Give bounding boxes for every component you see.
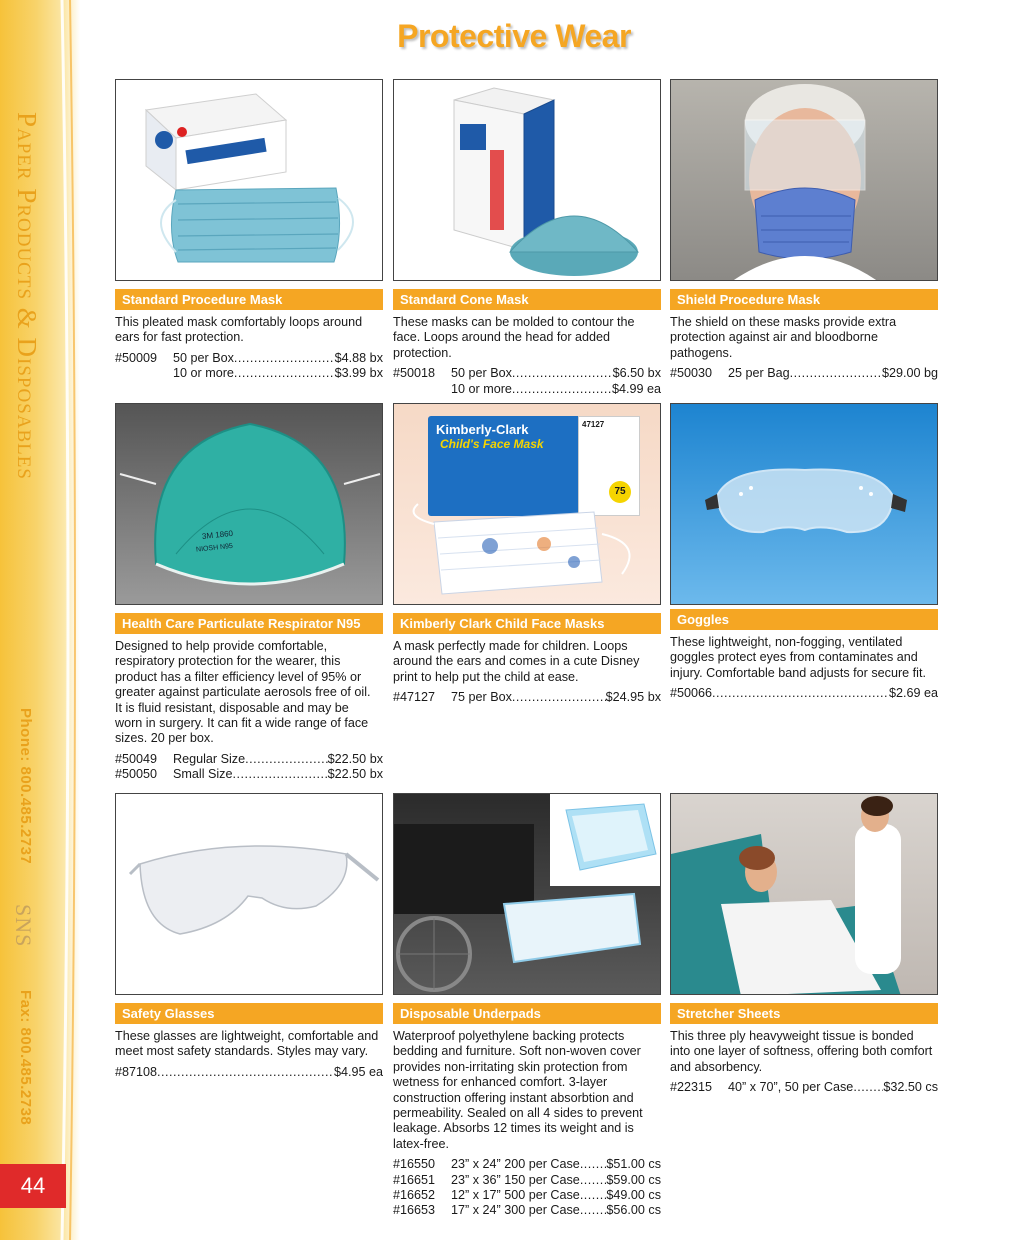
- leader-dots: [157, 1065, 334, 1080]
- kc-count-badge: 75: [609, 481, 631, 503]
- price-list: [670, 686, 938, 701]
- product-n95-respirator: [115, 403, 383, 783]
- item-price: $6.50 bx: [612, 366, 661, 381]
- leader-dots: [234, 351, 335, 366]
- product-description: These masks can be molded to contour the face. Loops around the head for added protection.: [393, 315, 635, 360]
- shield-mask-photo: [671, 80, 938, 281]
- item-code: #50018: [393, 366, 436, 381]
- svg-text:3M 1860: 3M 1860: [201, 528, 234, 542]
- kc-product-label: Child's Face Mask: [440, 437, 544, 451]
- product-standard-cone-mask: [393, 79, 661, 397]
- item-code: #16652: [393, 1188, 436, 1203]
- item-price: $3.99 bx: [334, 366, 383, 381]
- product-name: Disposable Underpads: [393, 1003, 661, 1024]
- item-price: $2.69 ea: [888, 686, 938, 701]
- item-desc: Regular Size: [173, 751, 246, 766]
- item-code: #16651: [393, 1172, 436, 1187]
- leader-dots: [233, 767, 328, 782]
- item-price: $4.88 bx: [334, 350, 383, 365]
- leader-dots: [512, 690, 606, 705]
- item-price: $22.50 bx: [327, 751, 383, 766]
- item-desc: 10 or more: [173, 366, 234, 381]
- price-list: [670, 366, 938, 381]
- item-code: #16550: [393, 1157, 436, 1172]
- leader-dots: [512, 382, 612, 397]
- leader-dots: [580, 1157, 607, 1172]
- goggles-image: [671, 404, 938, 605]
- product-description: Designed to help provide comfortable, respiratory protection for the wearer, this product has a filter efficiency level of 95% or greater against particulate aerosols free of oil. It is fluid resistant, disposable and may be worn in surgery. It can fit a wide range of face sizes. 20 per box.: [115, 639, 371, 746]
- product-photo: [670, 793, 938, 995]
- leader-dots: [512, 366, 613, 381]
- price-line: [393, 382, 661, 397]
- price-list: [115, 351, 383, 382]
- price-line: [670, 366, 938, 381]
- child-mask-image: [394, 404, 661, 605]
- price-line: [670, 686, 938, 701]
- cone-mask-image: [394, 80, 661, 281]
- price-line: [115, 351, 383, 366]
- product-photo: [393, 403, 661, 605]
- price-list: [670, 1080, 938, 1095]
- product-photo: [393, 793, 661, 995]
- product-shield-procedure-mask: [670, 79, 938, 382]
- leader-dots: [580, 1203, 607, 1218]
- price-line: [393, 366, 661, 381]
- item-price: $32.50 cs: [883, 1080, 938, 1095]
- product-photo: [670, 79, 938, 281]
- item-desc: 75 per Box: [451, 690, 512, 705]
- section-title: Paper Products & Disposables: [12, 112, 42, 480]
- underpads-image: [394, 794, 661, 995]
- product-name: Stretcher Sheets: [670, 1003, 938, 1024]
- price-line: [115, 1065, 383, 1080]
- price-line: [115, 767, 383, 782]
- product-description: The shield on these masks provide extra protection against air and bloodborne pathogens.: [670, 315, 897, 360]
- product-name: Goggles: [670, 609, 938, 630]
- leader-dots: [712, 686, 889, 701]
- item-desc: 25 per Bag: [728, 366, 790, 381]
- item-desc: 17” x 24” 300 per Case: [451, 1203, 580, 1218]
- item-desc: 23” x 24” 200 per Case: [451, 1157, 580, 1172]
- item-price: $51.00 cs: [606, 1157, 661, 1172]
- stretcher-sheets-photo: [671, 794, 938, 995]
- price-line: [393, 1203, 661, 1218]
- item-code: #16653: [393, 1203, 436, 1218]
- kc-brand-label: Kimberly-Clark: [436, 422, 529, 437]
- n95-respirator-image: [116, 404, 383, 605]
- product-photo: [393, 79, 661, 281]
- product-disposable-underpads: [393, 793, 661, 1219]
- item-code: #50050: [115, 767, 158, 782]
- svg-text:NIOSH N95: NIOSH N95: [195, 542, 234, 554]
- product-photo: [115, 79, 383, 281]
- item-desc: 10 or more: [451, 381, 512, 396]
- item-price: $24.95 bx: [605, 690, 661, 705]
- product-description: This three ply heavyweight tissue is bonded into one layer of softness, offering both comfort and absorbency.: [670, 1029, 933, 1074]
- brand-logo-text: SNS: [11, 904, 36, 948]
- item-desc: Small Size: [173, 767, 233, 782]
- price-list: [393, 1157, 661, 1219]
- item-price: $4.99 ea: [611, 381, 661, 396]
- price-line: [393, 1157, 661, 1172]
- price-list: [393, 690, 661, 705]
- price-line: [393, 690, 661, 705]
- item-desc: 12” x 17” 500 per Case: [451, 1188, 580, 1203]
- product-photo: [670, 403, 938, 605]
- item-desc: 50 per Box: [173, 350, 234, 365]
- product-description: This pleated mask comfortably loops around ears for fast protection.: [115, 315, 363, 345]
- price-line: [393, 1188, 661, 1203]
- item-code: #50049: [115, 751, 158, 766]
- product-goggles: [670, 403, 938, 702]
- price-line: [115, 752, 383, 767]
- kc-code-label: 47127: [582, 420, 605, 429]
- item-code: #50066: [670, 686, 713, 701]
- product-description: A mask perfectly made for children. Loops around the ears and comes in a cute Disney print to help put the child at ease.: [393, 639, 640, 684]
- phone-number: Phone: 800.485.2737: [17, 708, 34, 865]
- item-code: #87108: [115, 1064, 158, 1079]
- leader-dots: [580, 1188, 607, 1203]
- price-list: [115, 1065, 383, 1080]
- product-safety-glasses: [115, 793, 383, 1080]
- leader-dots: [580, 1173, 607, 1188]
- leader-dots: [234, 366, 335, 381]
- price-list: [115, 752, 383, 783]
- product-description: Waterproof polyethylene backing protects bedding and furniture. Soft non-woven cover provides non-irritating skin protection from wetness for enhanced comfort. 3-layer construction offering instant absorbtion and permeability. Sealed on all 4 sides to prevent leakage. Absorbs 12 times its weight and is latex-free.: [393, 1029, 643, 1151]
- price-line: [393, 1173, 661, 1188]
- item-price: $22.50 bx: [327, 767, 383, 782]
- item-code: #50030: [670, 366, 713, 381]
- leader-dots: [245, 752, 328, 767]
- item-code: #22315: [670, 1080, 713, 1095]
- product-name: Kimberly Clark Child Face Masks: [393, 613, 661, 634]
- product-stretcher-sheets: [670, 793, 938, 1096]
- price-line: [115, 366, 383, 381]
- page-number: 44: [0, 1164, 66, 1208]
- safety-glasses-image: [116, 794, 383, 995]
- product-standard-procedure-mask: [115, 79, 383, 382]
- item-code: [393, 382, 451, 397]
- item-code: #47127: [393, 690, 436, 705]
- page-heading: Protective Wear: [397, 18, 631, 54]
- product-description: These lightweight, non-fogging, ventilated goggles protect eyes from contaminates and injury. Comfortable band adjusts for secure fit.: [670, 635, 926, 680]
- fax-number: Fax: 800.485.2738: [17, 990, 34, 1126]
- product-name: Shield Procedure Mask: [670, 289, 938, 310]
- product-name: Health Care Particulate Respirator N95: [115, 613, 383, 634]
- product-photo: [115, 793, 383, 995]
- leader-dots: [853, 1080, 883, 1095]
- product-description: These glasses are lightweight, comfortable and meet most safety standards. Styles may vary.: [115, 1029, 379, 1059]
- leader-dots: [790, 366, 882, 381]
- price-line: [670, 1080, 938, 1095]
- item-price: $56.00 cs: [606, 1203, 661, 1218]
- product-name: Standard Cone Mask: [393, 289, 661, 310]
- item-desc: 40” x 70”, 50 per Case: [728, 1080, 854, 1095]
- item-code: [115, 366, 173, 381]
- item-code: #50009: [115, 350, 158, 365]
- item-desc: 23” x 36” 150 per Case: [451, 1172, 580, 1187]
- item-desc: 50 per Box: [451, 366, 512, 381]
- item-price: $29.00 bg: [881, 366, 938, 381]
- product-name: Standard Procedure Mask: [115, 289, 383, 310]
- price-list: [393, 366, 661, 397]
- product-kimberly-clark-child-masks: [393, 403, 661, 706]
- product-photo: [115, 403, 383, 605]
- item-price: $59.00 cs: [606, 1172, 661, 1187]
- item-price: $49.00 cs: [606, 1188, 661, 1203]
- product-name: Safety Glasses: [115, 1003, 383, 1024]
- mask-box-image: [116, 80, 383, 281]
- item-price: $4.95 ea: [333, 1064, 383, 1079]
